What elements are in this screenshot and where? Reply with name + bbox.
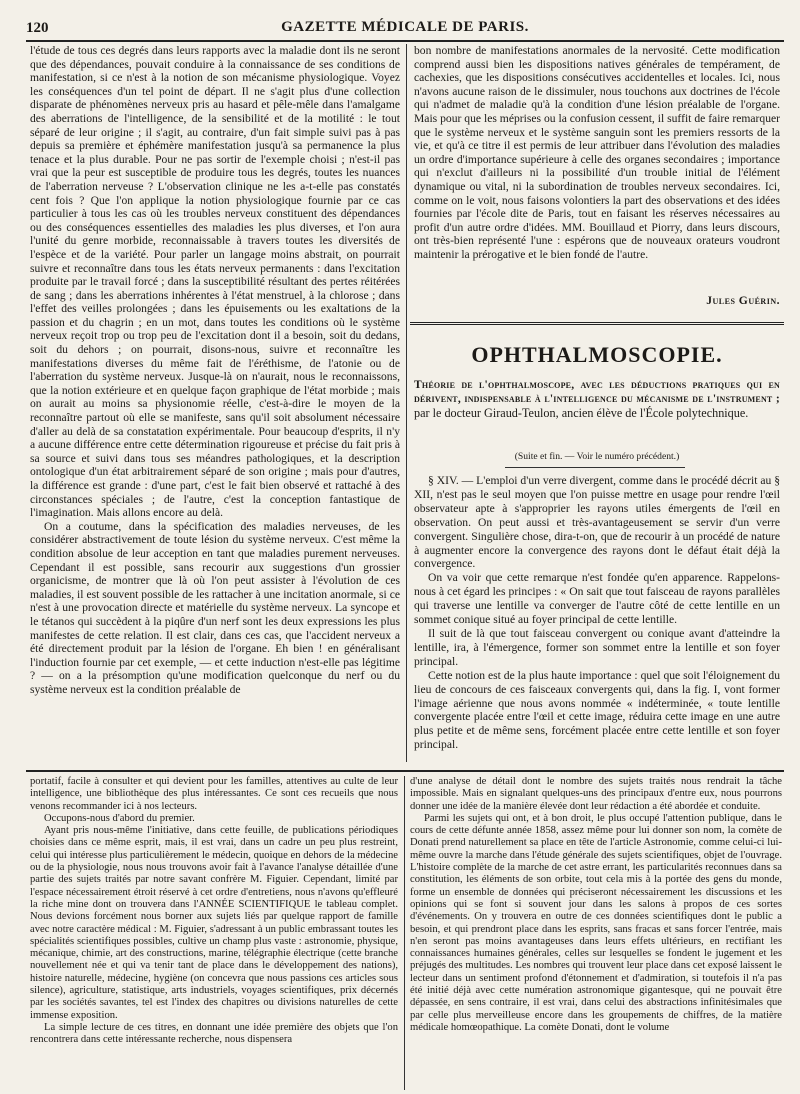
page-number: 120 <box>26 20 49 36</box>
paragraph: portatif, facile à consulter et qui devient pour les familles, attentives au culte de leur intelligence, une bibliothèque des plus intéressantes. Ce sont ces recueils que nous venons recommander ici à nos lecteurs. <box>30 776 398 812</box>
column-divider <box>406 44 407 762</box>
subtitle-author: par le docteur Giraud-Teulon, ancien élève de l'École polytechnique. <box>414 406 749 420</box>
paragraph: La simple lecture de ces titres, en donnant une idée première des objets que l'on rencontrera dans cette intéressante recherche, nous dispensera <box>30 1021 398 1046</box>
paragraph: Ayant pris nous-même l'initiative, dans cette feuille, de publications périodiques choisies dans ce même esprit, mais, il est vrai, dans un cadre un peu plus restreint, celui qui intéresse plus particulièrement le médecin, quoique en dehors de la médecine ou de la physiologie, nous nous trouvons avoir fait à l'avance l'analyse détaillée d'une partie des sujets traités par notre savant confrère M. Figuier. Cependant, limité par l'espace nécessairement étroit réservé à cet ordre d'entretiens, nous n'avons qu'effleuré la riche mine dont on trouvera dans l'ANNÉE SCIENTIFIQUE le tableau complet. Nous devions forcément nous borner aux sujets liés par quelque rapport de famille avec notre caractère médical : M. Figuier, s'adressant à un public embrassant toutes les spécialités scientifiques possibles, cultive un champ plus vaste : astronomie, physique, mécanique, chimie, art des constructions, marine, télégraphie électrique (cette branche nouvellement née et qui va tenir tant de place dans le développement des nations), histoire naturelle, médecine, hygiène (on concevra que nous passions ces articles sous silence), agriculture, statistique, arts industriels, voyages scientifiques, prix décernés par les sociétés savantes, tel est l'index des chapitres ou divisions naturelles de cette immense exposition. <box>30 825 398 1021</box>
page-header <box>26 16 784 40</box>
ophthalmo-body <box>414 474 780 764</box>
top-right-column <box>414 44 780 300</box>
paragraph: d'une analyse de détail dont le nombre des sujets traités nous rendrait la tâche impossible. Mais en signalant quelques-uns des principaux d'entre eux, nous pourrons donner une idée de la manière élevée dont leur rédaction a été abordée et conduite. <box>410 776 782 812</box>
paragraph: Il suit de là que tout faisceau convergent ou conique avant d'atteindre la lentille, ira, à l'émergence, former son sommet entre la lentille et son foyer principal. <box>414 626 780 668</box>
paragraph: Cette notion est de la plus haute importance : quel que soit l'éloignement du lieu de concours de ces faisceaux convergents qui, dans la fig. I, vont former l'image aérienne que nous avons nommée « indéterminée, « toute lentille convergente placée entre l'œil et cette image, réduira cette image en une autre plus petite et de même sens, forcément placée entre cette lentille et son foyer principal. <box>414 668 780 752</box>
short-rule <box>505 467 685 468</box>
top-left-column <box>30 44 400 762</box>
section-title: OPHTHALMOSCOPIE. <box>471 342 723 367</box>
paragraph: § XIV. — L'emploi d'un verre divergent, comme dans le procédé décrit au § XII, n'est pas le seul moyen que l'on puisse mettre en usage pour rendre l'œil observateur apte à s'approprier les rayons utiles émergents de l'œil en observation. On peut aussi et très-avantageusement se servir d'un verre convergent. Singulière chose, dira-t-on, que de recourir à un procédé de nature à augmenter encore la convergence des rayons dont le défaut était déjà la convergence. <box>414 474 780 571</box>
paragraph: On va voir que cette remarque n'est fondée qu'en apparence. Rappelons-nous à cet égard les principes : « On sait que tout faisceau de rayons parallèles qui traverse une lentille va converger de l'autre côté de cette lentille en un sommet conique situé au foyer principal de cette lentille. <box>414 571 780 627</box>
paragraph: l'étude de tous ces degrés dans leurs rapports avec la maladie dont ils ne seront que des dépendances, pouvait conduire à la connaissance de ses conditions de manifestation, si ce n'est à la notion de son mécanisme physiologique. Voyez les conséquences d'un tel point de départ. Il ne s'agit plus d'une collection disparate de phénomènes nerveux pris au hasard et pêle-mêle dans l'amalgame des aberrations de l'intelligence, de la sensibilité et de la motilité : le tout séparé de leur origine ; il s'agit, au contraire, d'un fait simple suivi pas à pas depuis sa première et éphémère manifestation jusqu'à sa permanence la plus tenace et la plus durable. Pour ne pas sortir de l'exemple choisi ; n'est-il pas vrai que la peur est susceptible de produire tous les degrés, toutes les nuances de l'aberration nerveuse ? L'observation clinique ne les a-t-elle pas constatés cent fois ? Que l'on applique la notion physiologique fournie par ce cas particulier à tous les cas où les troubles nerveux constituent des dépendances ou des conséquences essentielles des maladies les plus diverses, et l'on aura l'unité du genre morbide, reconnaissable à travers toutes les diversités de l'espèce et de la variété. Pour parler un langage moins abstrait, on pourrait suivre et reconnaître dans tous les états nerveux permanents : dans l'excitation produite par le travail forcé ; dans la susceptibilité résultant des pertes réitérées de sang ; dans les aberrations inhérentes à l'état menstruel, à la chlorose ; dans l'effet des veilles prolongées ; dans les épuisements ou les exaltations de la passion et du chagrin ; en un mot, dans toutes les conditions où le système nerveux reçoit trop ou trop peu de l'excitation dont il a besoin, soit du dedans, soit du dehors ; on pourrait, disons-nous, suivre et reconnaître les manifestations diverses du même fait de l'éréthisme, de l'atonie ou de l'aberration du système nerveux. Jusque-là on n'aurait, nous le reconnaissons, que la notion extérieure et en quelque façon graphique de l'état morbide ; mais on aurait au moins sa physionomie réelle, c'est-à-dire le moyen de la reconnaître partout où elle se manifeste, sans qu'il soit absolument nécessaire d'aller au delà de sa constatation expérimentale. Pour beaucoup d'esprits, il n'y a aucune différence entre cette détermination rigoureuse et précise du fait pris à sa source et suivi dans tous ses méandres pathologiques, et la description ontologique d'un état arbitrairement séparé de son origine ; mais pour d'autres, la différence est grande : d'une part, c'est le fait bien observé et rattaché à des circonstances spéciales ; de l'autre, c'est la conception fantastique de l'imagination. Mais allons encore au delà. <box>30 44 400 520</box>
section-subtitle <box>414 378 780 421</box>
bottom-right-column <box>410 776 782 1090</box>
section-divider <box>410 322 784 325</box>
paragraph: Parmi les sujets qui ont, et à bon droit, le plus occupé l'attention publique, dans le cours de cette défunte année 1858, assez même pour lui donner son nom, la comète de Donati prend naturellement sa place en tête de l'article Astronomie, comme celui-ci lui-même ouvre la marche dans l'étude générale des sujets scientifiques, objet de l'ouvrage. L'histoire complète de la marche de cet astre errant, les particularités reconnues dans sa constitution, les éléments de son orbite, tout cela mis à la portée des gens du monde, forme un ensemble de données qui préciseront nécessairement les discussions et les opinions qui se font si souvent jour dans les salons à propos de ces sortes d'événements. On y trouvera en outre de ces données scientifiques dont le public a besoin, et qui prendront place dans les esprits, sans fracas et sans forcer l'entrée, mais n'en seront pas moins avantageuses dans leurs effets ultérieurs, en rectifiant les connaissances humaines générales, celles sur lesquelles se fondent le jugement et les préjugés des multitudes. Les nombres qui trouvent leur place dans cet exposé laissent le lecteur dans un sentiment profond d'étonnement et d'admiration, si toutefois il n'a pas été initié déjà avec cette numération astronomique gigantesque, qui ne pouvait être dépassée, en sens contraire, il est vrai, dans celui des abstractions infinitésimales que par celle plus merveilleuse encore dans les groupements de chiffres, de la matière médicale homœopathique. La comète Donati, dont le volume <box>410 812 782 1033</box>
paragraph: bon nombre de manifestations anormales de la nervosité. Cette modification comprend aussi bien les dispositions natives générales de tempérament, de cachexies, que les dispositions consécutives accidentelles et locales. Ici, nous n'avons aucune raison de le dissimuler, nous touchons aux doctrines de l'école qui n'admet de maladie qu'à la condition d'une lésion préalable de l'organe. Mais pour que les méprises ou la confusion cessent, il suffit de faire remarquer que le système nerveux et le système sanguin sont les premiers ressorts de la vie, et qu'à ce titre il est permis de leur attribuer dans l'évolution des maladies un ordre d'importance supérieure à celle des organes secondaires ; importance qui n'exclut d'ailleurs ni la possibilité d'un trouble initial de l'élément dynamique ou vital, ni la subordination de troubles nerveux secondaires. Ici, comme on le voit, nous faisons volontiers la part des observations et des idées fournies par l'école dite de Paris, tout en faisant les réserves nécessaires au profit d'un autre ordre d'idées. MM. Bouillaud et Piorry, dans leurs discours, ont très-bien représenté l'une : espérons que de nouveaux orateurs voudront maintenir la prérogative et le bien fondé de l'autre. <box>414 44 780 261</box>
column-divider <box>404 776 405 1090</box>
subtitle-text: Théorie de l'ophthalmoscope, avec les déductions pratiques qui en dérivent, indispensable à l'intelligence du mécanisme de l'instrument ; <box>414 378 780 405</box>
bottom-left-column <box>30 776 398 1090</box>
paragraph: On a coutume, dans la spécification des maladies nerveuses, de les considérer abstractivement de toute lésion du système nerveux. C'est même la condition absolue de leur acception en tant que maladies purement nerveuses. Cependant il est possible, sans recourir aux suggestions d'un grossier organicisme, de montrer que là où l'on peut assister à l'évolution de ces maladies, il est souvent possible de les rattacher à une incitation anormale, si ce n'est à une provocation directe et matérielle du système nerveux. La syncope et le tétanos qui succèdent à la piqûre d'un nerf sont les deux expressions les plus manifestes de cette relation. Il est clair, dans ces cas, que l'accident nerveux a été directement produit par la lésion de l'organe. Eh bien ! en généralisant l'induction fournie par cet exemple, — et cette induction n'est-elle pas légitime ? — on a la présomption qu'une modification quelconque du nerf ou du système nerveux est la condition préalable de <box>30 519 400 696</box>
continuation-note: (Suite et fin. — Voir le numéro précédent.) <box>514 451 680 462</box>
journal-title: GAZETTE MÉDICALE DE PARIS. <box>281 19 529 35</box>
author-signature: Jules Guérin. <box>706 294 780 307</box>
feuilleton-rule <box>26 770 784 772</box>
paragraph: Occupons-nous d'abord du premier. <box>44 812 195 824</box>
header-rule <box>26 40 784 42</box>
